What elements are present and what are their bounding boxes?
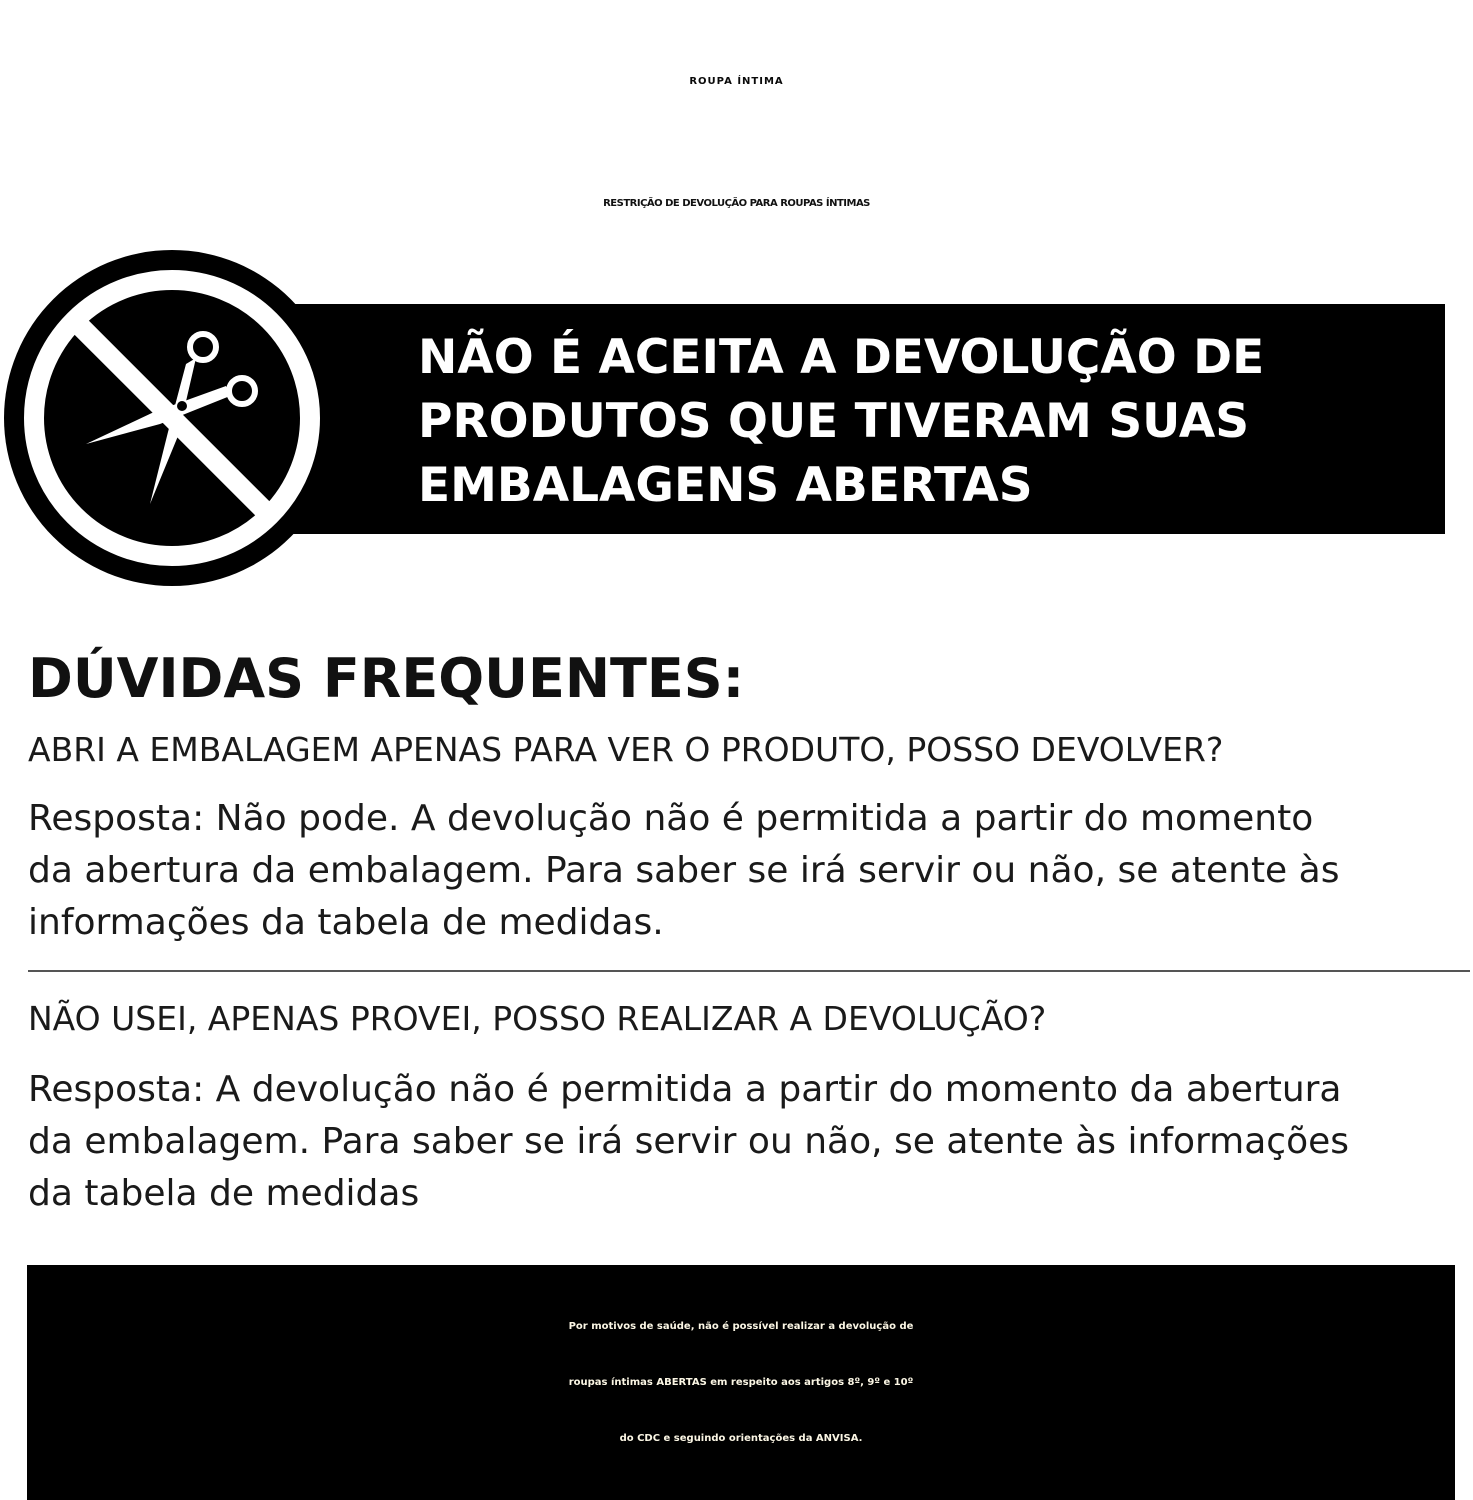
no-cutting-scissors-icon: [0, 246, 344, 590]
faq-answer-line: Resposta: A devolução não é permitida a partir do momento da abertura: [28, 1069, 1342, 1110]
health-notice-line: Por motivos de saúde, não é possível realizar a devolução de: [568, 1321, 914, 1332]
faq-answer-line: Resposta: Não pode. A devolução não é permitida a partir do momento: [28, 798, 1314, 839]
page-subtitle: RESTRIÇÃO DE DEVOLUÇÃO PARA ROUPAS ÍNTIMAS: [603, 198, 870, 209]
warning-line: EMBALAGENS ABERTAS: [418, 458, 1033, 513]
faq-answer-line: da abertura da embalagem. Para saber se irá servir ou não, se atente às: [28, 850, 1340, 891]
faq-question: NÃO USEI, APENAS PROVEI, POSSO REALIZAR A DEVOLUÇÃO?: [28, 999, 1047, 1038]
faq-answer: [28, 1064, 1349, 1220]
warning-banner: [200, 304, 1445, 534]
warning-text: [418, 326, 1418, 518]
faq-answer-line: da embalagem. Para saber se irá servir ou não, se atente às informações: [28, 1121, 1349, 1162]
faq-answer-line: informações da tabela de medidas.: [28, 902, 664, 943]
health-notice-text: [27, 1299, 1455, 1467]
health-notice-line: roupas íntimas ABERTAS em respeito aos artigos 8º, 9º e 10º: [568, 1377, 914, 1388]
health-notice-line: do CDC e seguindo orientações da ANVISA.: [619, 1433, 863, 1444]
warning-line: NÃO É ACEITA A DEVOLUÇÃO DE: [418, 330, 1265, 385]
faq-title: DÚVIDAS FREQUENTES:: [28, 647, 745, 710]
warning-line: PRODUTOS QUE TIVERAM SUAS: [418, 394, 1250, 449]
faq-question: ABRI A EMBALAGEM APENAS PARA VER O PRODUTO, POSSO DEVOLVER?: [28, 730, 1224, 769]
faq-divider: [28, 970, 1470, 972]
faq-answer: [28, 793, 1339, 949]
health-notice-banner: [27, 1265, 1455, 1500]
faq-answer-line: da tabela de medidas: [28, 1173, 420, 1214]
page-title: ROUPA ÍNTIMA: [689, 76, 784, 87]
